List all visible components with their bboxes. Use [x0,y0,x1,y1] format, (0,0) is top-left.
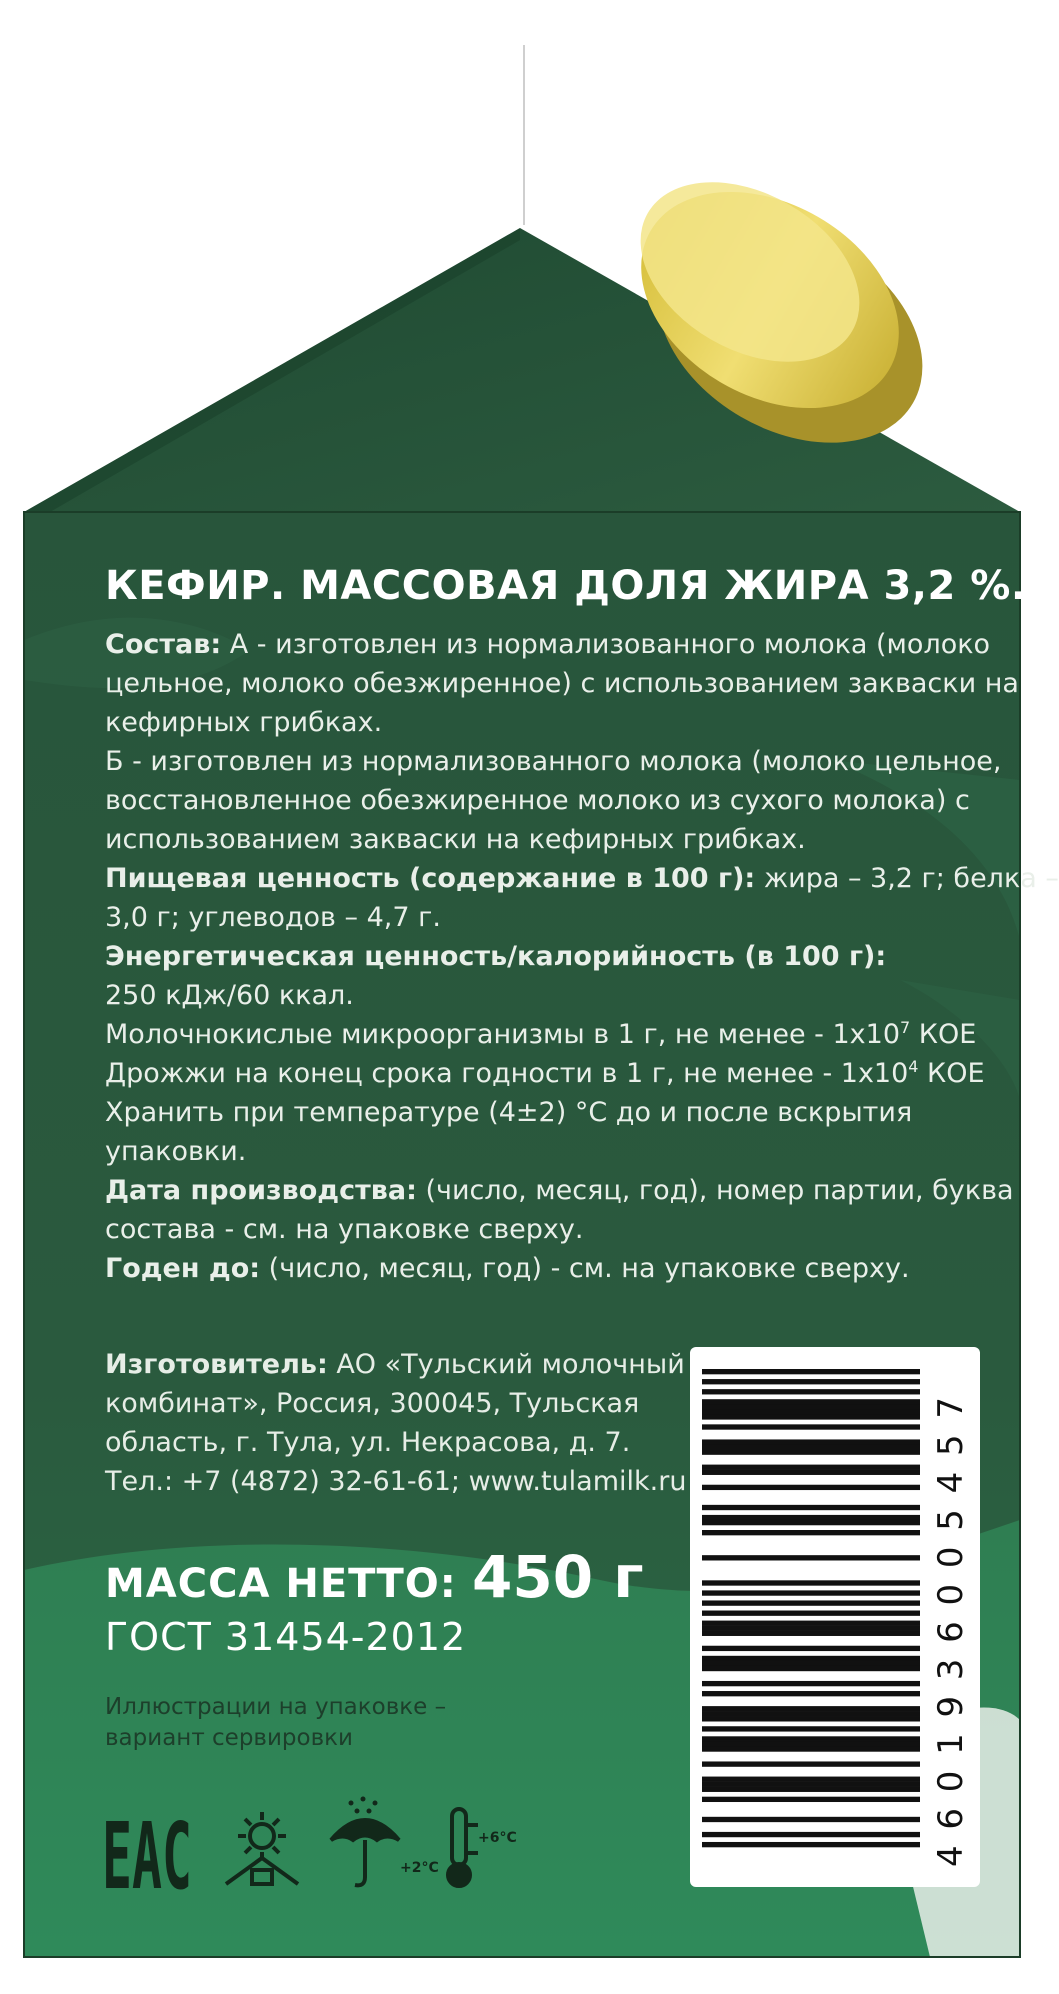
manufacturer-line-4: Тел.: +7 (4872) 32-61-61; www.tulamilk.ru [105,1466,687,1497]
production-date-line-2: состава - см. на упаковке сверху. [105,1214,584,1245]
barcode-bar [702,1409,920,1414]
barcode-bar [702,1515,920,1520]
barcode-bar [702,1782,920,1787]
barcode-bar [702,1424,920,1429]
yeast-exponent: 4 [908,1057,919,1076]
energy-value: 250 кДж/60 ккал. [105,980,354,1011]
barcode-bar [702,1726,920,1731]
barcode-bar [702,1736,920,1741]
illustration-note-line-2: вариант сервировки [105,1725,354,1751]
energy-label: Энергетическая ценность/калорийность (в 100 г): [105,941,887,972]
barcode-bar [702,1656,920,1661]
barcode-bar [702,1746,920,1751]
storage-line-1: Хранить при температуре (4±2) °С до и после вскрытия [105,1097,913,1128]
barcode-bar [702,1389,920,1394]
barcode-bar [702,1414,920,1419]
best-before-label: Годен до: [105,1253,261,1284]
barcode-bar [702,1842,920,1847]
composition-label: Состав: [105,629,222,660]
barcode-bar [702,1600,920,1605]
barcode-bar [702,1716,920,1721]
yeast-unit: КОЕ [918,1058,985,1089]
barcode-bar [702,1787,920,1792]
barcode-number: 4601936005457 [931,1397,971,1867]
barcode-bar [702,1666,920,1671]
composition-line-5: восстановленное обезжиренное молоко из сухого молока) с [105,785,970,816]
eac-mark-icon [100,1800,195,1910]
barcode-bar [702,1590,920,1595]
barcode-bar [702,1621,920,1626]
barcode-bar [702,1399,920,1404]
barcode-bar [702,1404,920,1409]
barcode-bar [702,1485,920,1490]
barcode-bar [702,1817,920,1822]
no-sunlight-icon [220,1808,305,1888]
barcode-bar [702,1530,920,1535]
composition-text-1: А - изготовлен из нормализованного молока (молоко [221,629,991,660]
composition-line-1 [105,627,990,662]
composition-line-4: Б - изготовлен из нормализованного молока (молоко цельное, [105,746,1002,777]
barcode-bar [702,1626,920,1631]
microorganisms-text: Молочнокислые микроорганизмы в 1 г, не менее - 1x10 [105,1019,901,1050]
composition-line-2: цельное, молоко обезжиренное) с использованием закваски на [105,668,1019,699]
production-date-label: Дата производства: [105,1175,417,1206]
barcode-bar [702,1580,920,1585]
barcode-bar [702,1611,920,1616]
net-mass-value: 450 г [472,1543,644,1611]
temperature-range-icon [440,1805,480,1890]
barcode-bar [702,1444,920,1449]
barcode-bar [702,1520,920,1525]
microorganisms-exponent: 7 [900,1018,911,1037]
barcode-bar [702,1691,920,1696]
barcode-bar [702,1797,920,1802]
barcode-panel [690,1347,980,1887]
barcode-bar [702,1369,920,1374]
barcode [690,1347,980,1887]
net-mass-label: МАССА НЕТТО: [105,1561,457,1607]
barcode-bar [702,1470,920,1475]
barcode-bar [702,1505,920,1510]
composition-line-3: кефирных грибках. [105,707,383,738]
manufacturer-line-3: область, г. Тула, ул. Некрасова, д. 7. [105,1427,631,1458]
nutrition-line-1 [105,861,1059,896]
nutrition-line-2: 3,0 г; углеводов – 4,7 г. [105,902,441,933]
eac-mark-text: EAC [102,1803,192,1910]
barcode-bar [702,1832,920,1837]
barcode-bar [702,1661,920,1666]
barcode-bar [702,1379,920,1384]
best-before-value: (число, месяц, год) - см. на упаковке сверху. [260,1253,910,1284]
nutrition-value-1: жира – 3,2 г; белка – [755,863,1059,894]
temp-low-label: +2°C [400,1860,439,1876]
manufacturer-label: Изготовитель: [105,1349,328,1380]
barcode-bar [702,1450,920,1455]
manufacturer-text-1: АО «Тульский молочный [327,1349,685,1380]
barcode-bar [702,1777,920,1782]
barcode-bar [702,1439,920,1444]
nutrition-label: Пищевая ценность (содержание в 100 г): [105,863,756,894]
manufacturer-line-2: комбинат», Россия, 300045, Тульская [105,1388,640,1419]
barcode-bar [702,1555,920,1560]
storage-line-2: упаковки. [105,1136,247,1167]
best-before-line [105,1251,910,1286]
barcode-bar [702,1711,920,1716]
gost-standard: ГОСТ 31454-2012 [105,1615,467,1659]
composition-line-6: использованием закваски на кефирных грибках. [105,824,806,855]
keep-dry-umbrella-icon [325,1795,405,1890]
temp-high-label: +6°C [478,1830,517,1846]
barcode-bar [702,1741,920,1746]
illustration-note-line-1: Иллюстрации на упаковке – [105,1694,447,1720]
microorganisms-line [105,1017,976,1052]
barcode-bar [702,1706,920,1711]
barcode-bar [702,1465,920,1470]
barcode-bar [702,1681,920,1686]
microorganisms-unit: КОЕ [910,1019,977,1050]
manufacturer-line-1 [105,1347,685,1382]
barcode-bar [702,1631,920,1636]
production-date-line-1 [105,1173,1014,1208]
yeast-line [105,1056,985,1091]
product-title: КЕФИР. МАССОВАЯ ДОЛЯ ЖИРА 3,2 %. [105,563,1027,609]
production-date-value-1: (число, месяц, год), номер партии, буква [416,1175,1014,1206]
barcode-bar [702,1646,920,1651]
barcode-bar [702,1761,920,1766]
yeast-text: Дрожжи на конец срока годности в 1 г, не менее - 1x10 [105,1058,909,1089]
